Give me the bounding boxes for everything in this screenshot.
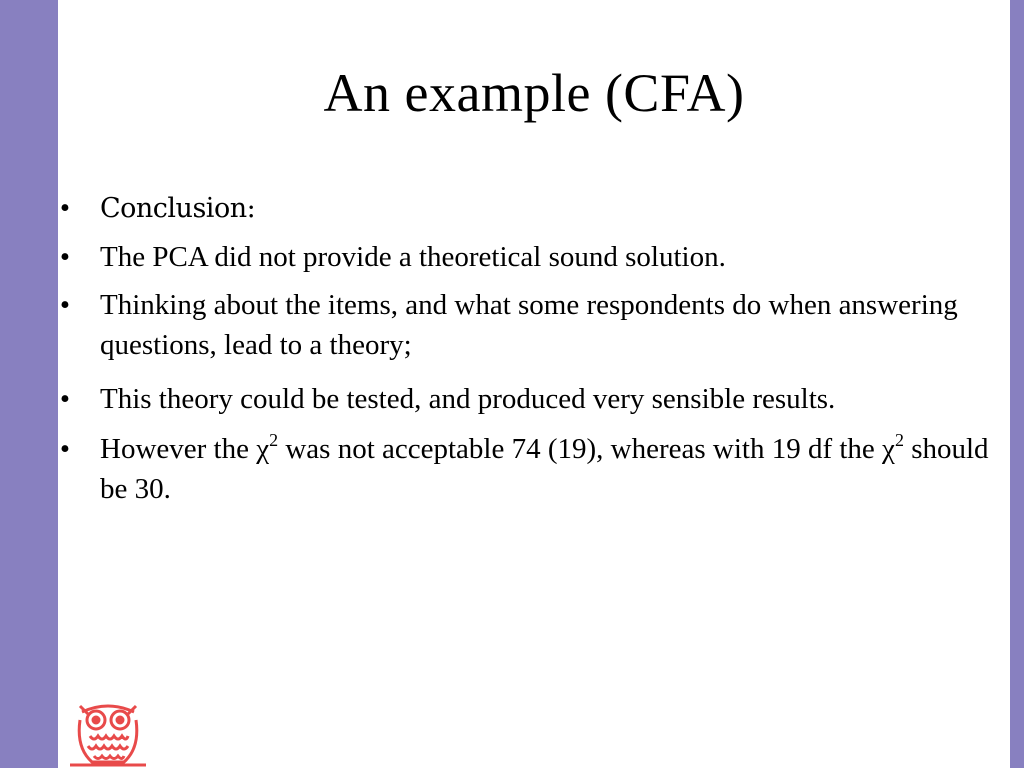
bullet-text: The PCA did not provide a theoretical sound solution. (100, 241, 726, 273)
bullet-item (58, 379, 998, 419)
bullet-item (58, 429, 998, 509)
bullet-text: This theory could be tested, and produced very sensible results. (100, 383, 836, 415)
chi-superscript: 2 (269, 430, 279, 450)
chi-superscript: 2 (894, 430, 904, 450)
bullet-item (58, 237, 998, 277)
bullet-marker: • (59, 383, 71, 415)
bullet-text-chi (100, 430, 989, 505)
slide (58, 0, 1010, 768)
owl-logo-icon (68, 698, 148, 768)
bullet-marker: • (59, 241, 71, 273)
bullet-text-conclusion: Conclusion: (100, 193, 256, 224)
slide-title: An example (CFA) (323, 63, 745, 123)
bullet-item (58, 188, 998, 229)
bullet-marker: • (59, 433, 71, 465)
chi-text-part3: should be 30. (100, 433, 989, 505)
bullet-text: Thinking about the items, and what some respondents do when answering questions, lead to a theory; (100, 289, 958, 361)
bullet-list (58, 188, 998, 509)
bullet-marker: • (59, 192, 71, 224)
chi-text-part2: was not acceptable 74 (19), whereas with 19 df the χ (278, 433, 895, 465)
chi-text-part1: However the χ (100, 433, 270, 465)
bullet-item (58, 285, 998, 365)
bullet-marker: • (59, 289, 71, 321)
